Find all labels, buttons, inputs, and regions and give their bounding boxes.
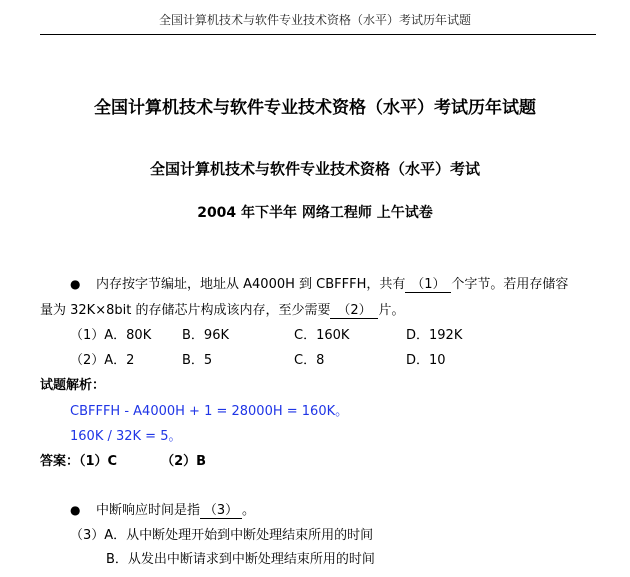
option-1a: （1）A．80K	[70, 328, 152, 343]
option-2d: D．10	[406, 353, 446, 368]
bullet-icon: ●	[70, 503, 81, 517]
answer-1: （1）C	[79, 454, 118, 469]
question-1-line-2	[40, 299, 404, 319]
header-rule	[40, 34, 596, 35]
answer-2: （2）B	[161, 454, 207, 469]
question-1-text-d: 片。	[378, 303, 405, 318]
question-1-text-a: 内存按字节编址，地址从 A4000H 到 CBFFFH，共有	[96, 277, 406, 292]
question-1-text-b: 个字节。若用存储容	[451, 277, 569, 292]
question-2-text-a: 中断响应时间是指	[96, 503, 201, 518]
option-3b: B．从发出中断请求到中断处理结束所用的时间	[106, 552, 375, 567]
exam-title: 2004 年下半年 网络工程师 上午试卷	[197, 205, 433, 221]
option-1c: C．160K	[294, 328, 350, 343]
document-subtitle: 全国计算机技术与软件专业技术资格（水平）考试	[149, 160, 480, 178]
document-title: 全国计算机技术与软件专业技术资格（水平）考试历年试题	[94, 98, 536, 118]
question-1-text-c: 量为 32K×8bit 的存储芯片构成该内存，至少需要	[40, 303, 331, 318]
bullet-icon: ●	[70, 277, 81, 291]
question-2-text-b: 。	[242, 503, 256, 518]
option-1b: B．96K	[182, 328, 229, 343]
analysis-line-1: CBFFFH - A4000H + 1 = 28000H = 160K。	[70, 404, 349, 419]
question-1-line-1	[70, 273, 568, 293]
analysis-label: 试题解析：	[40, 378, 106, 393]
option-2c: C．8	[294, 353, 325, 368]
running-header: 全国计算机技术与软件专业技术资格（水平）考试历年试题	[158, 13, 471, 27]
analysis-line-2: 160K / 32K = 5。	[70, 429, 182, 444]
option-2b: B．5	[182, 353, 213, 368]
answer-line	[40, 450, 206, 469]
blank-1: （1）	[405, 278, 451, 293]
blank-2: （2）	[330, 304, 378, 319]
option-3a: （3）A．从中断处理开始到中断处理结束所用的时间	[70, 528, 374, 543]
question-2-stem	[70, 499, 255, 519]
option-1d: D．192K	[406, 328, 463, 343]
answer-label: 答案：	[40, 454, 80, 469]
blank-3: （3）	[200, 504, 242, 519]
option-2a: （2）A．2	[70, 353, 135, 368]
